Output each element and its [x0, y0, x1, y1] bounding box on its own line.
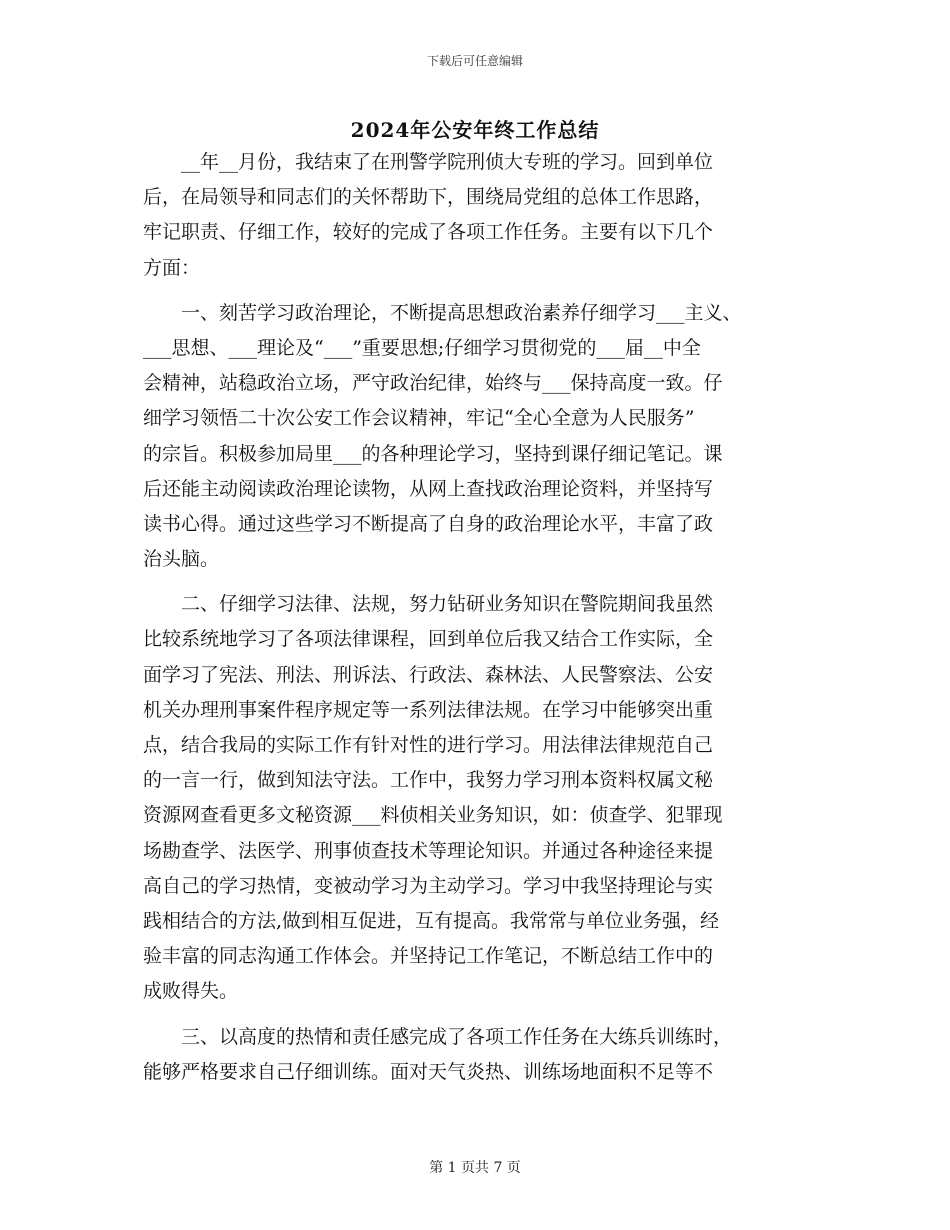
paragraph-line: 牢记职责、仔细工作，较好的完成了各项工作任务。主要有以下几个	[143, 221, 714, 244]
download-note: 下载后可任意编辑	[426, 54, 523, 68]
paragraph-line: __年__月份，我结束了在刑警学院刑侦大专班的学习。回到单位	[143, 151, 714, 173]
paragraph-line: 的宗旨。积极参加局里___的各种理论学习，坚持到课仔细记笔记。课	[143, 442, 723, 465]
paragraph	[143, 1020, 815, 1090]
document-title: 2024年公安年终工作总结	[350, 118, 600, 142]
page-indicator: 第 1 页共 7 页	[429, 1160, 521, 1176]
paragraph-line: ___思想、___理论及“___”重要思想;仔细学习贯彻党的___届__中全	[143, 336, 701, 359]
paragraph-line: 点，结合我局的实际工作有针对性的进行学习。用法律法律规范自己	[143, 734, 714, 756]
paragraph-line: 读书心得。通过这些学习不断提高了自身的政治理论水平，丰富了政	[143, 512, 714, 535]
document-body	[143, 145, 815, 1090]
paragraph-line: 场勘查学、法医学、刑事侦查技术等理论知识。并通过各种途径来提	[143, 839, 714, 862]
paragraph-line: 比较系统地学习了各项法律课程，回到单位后我又结合工作实际，全	[143, 628, 714, 651]
paragraph-line: 成败得失。	[143, 980, 239, 1003]
paragraph-line: 后，在局领导和同志们的关怀帮助下，围绕局党组的总体工作思路，	[143, 186, 714, 209]
paragraph-line: 后还能主动阅读政治理论读物，从网上查找政治理论资料，并坚持写	[143, 477, 714, 500]
paragraph-line: 面学习了宪法、刑法、刑诉法、行政法、森林法、人民警察法、公安	[143, 663, 714, 686]
paragraph-line: 验丰富的同志沟通工作体会。并坚持记工作笔记，不断总结工作中的	[143, 945, 714, 968]
paragraph-line: 方面：	[143, 256, 201, 279]
paragraph-line: 细学习领悟二十次公安工作会议精神，牢记“全心全意为人民服务”	[143, 407, 695, 430]
paragraph-line: 的一言一行，做到知法守法。工作中，我努力学习刑本资料权属文秘	[143, 769, 714, 792]
paragraph-line: 能够严格要求自己仔细训练。面对天气炎热、训练场地面积不足等不	[143, 1060, 714, 1083]
paragraph-line: 二、仔细学习法律、法规，努力钻研业务知识在警院期间我虽然	[143, 593, 714, 616]
paragraph-line: 践相结合的方法,做到相互促进，互有提高。我常常与单位业务强，经	[143, 909, 720, 932]
paragraph-line: 会精神，站稳政治立场，严守政治纪律，始终与___保持高度一致。仔	[143, 372, 723, 395]
paragraph-line: 机关办理刑事案件程序规定等一系列法律法规。在学习中能够突出重	[143, 698, 714, 721]
paragraph	[143, 296, 815, 578]
paragraph-line: 一、刻苦学习政治理论，不断提高思想政治素养仔细学习___主义、	[143, 301, 742, 324]
paragraph-line: 高自己的学习热情，变被动学习为主动学习。学习中我坚持理论与实	[143, 874, 714, 897]
paragraph	[143, 587, 815, 1009]
paragraph-line: 治头脑。	[143, 548, 220, 571]
paragraph	[143, 145, 815, 286]
paragraph-line: 资源网查看更多文秘资源___料侦相关业务知识，如：侦查学、犯罪现	[143, 804, 723, 827]
paragraph-line: 三、以高度的热情和责任感完成了各项工作任务在大练兵训练时，	[143, 1025, 733, 1048]
